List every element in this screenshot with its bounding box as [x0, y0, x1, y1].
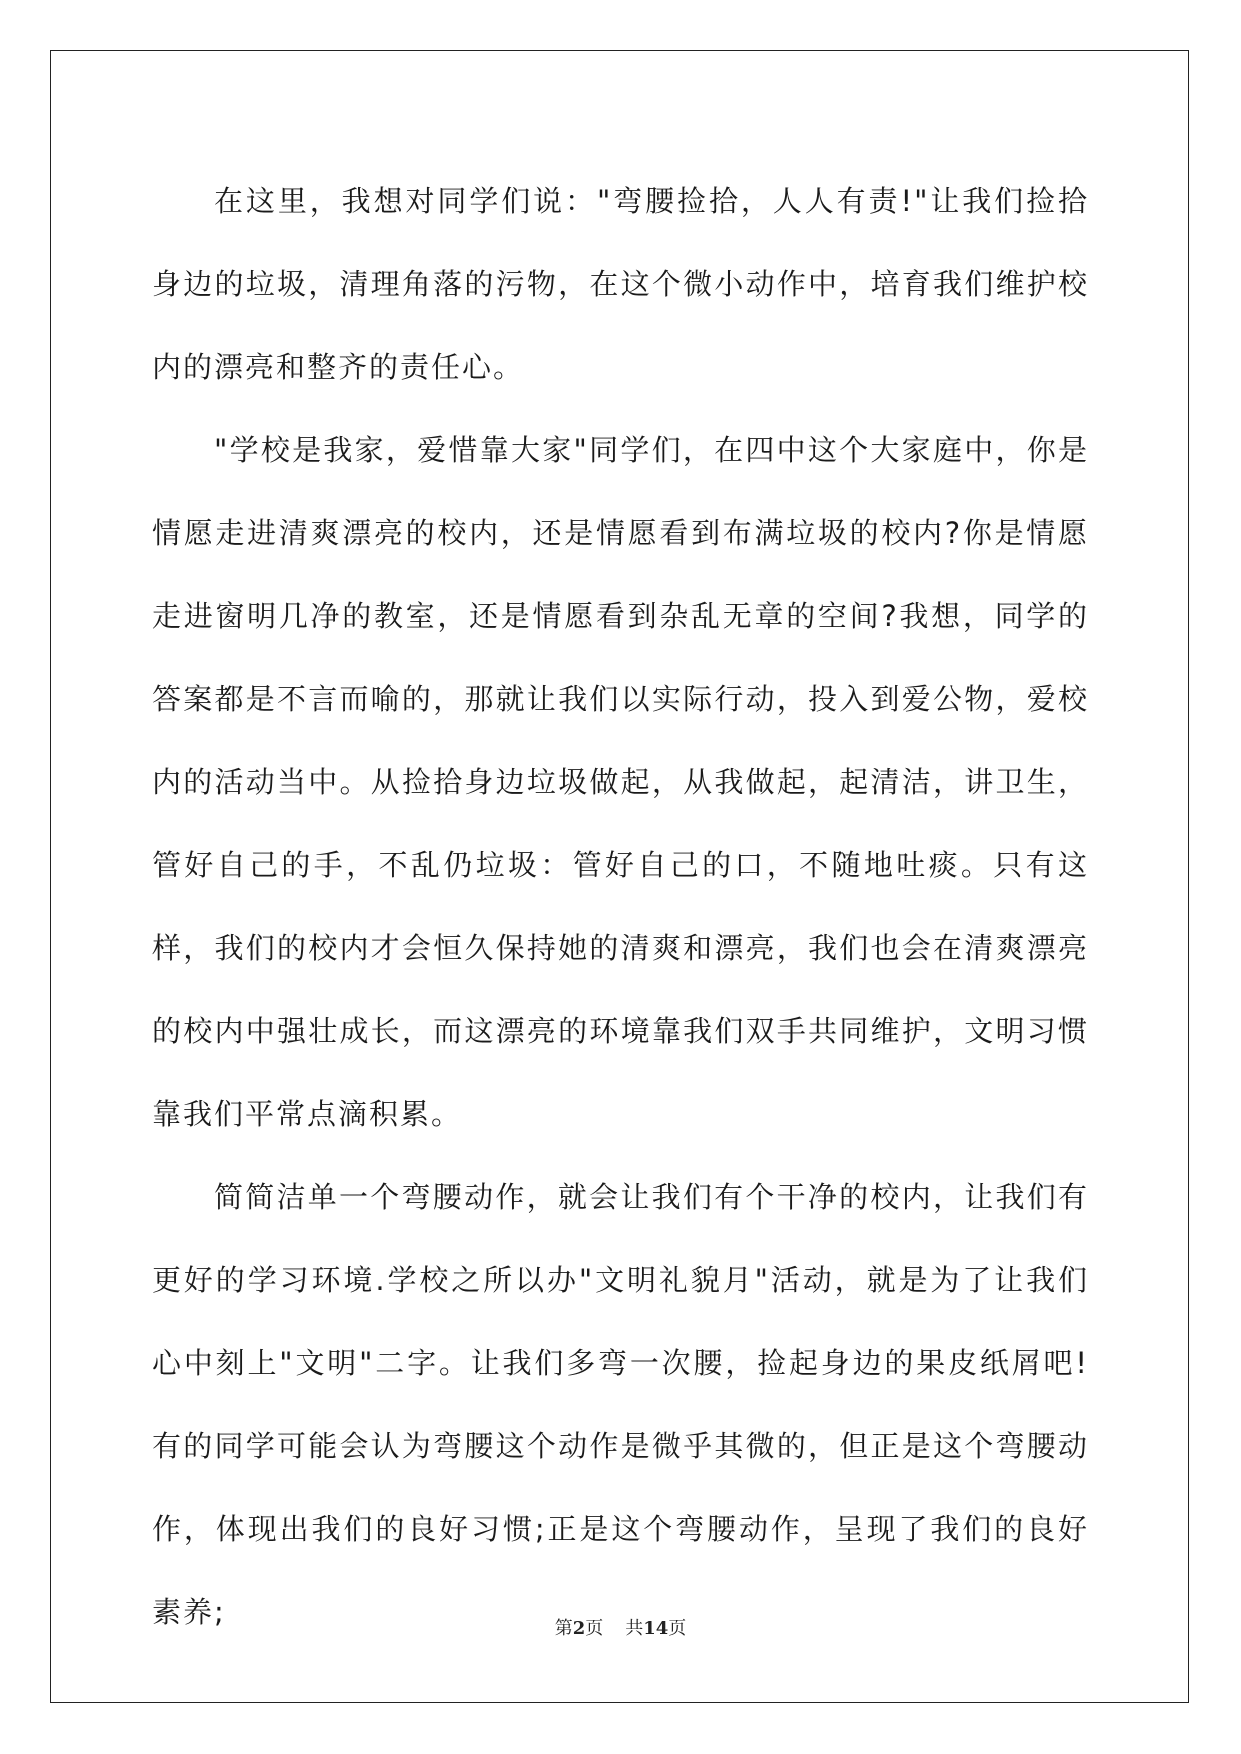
total-suffix: 页 [668, 1618, 687, 1639]
page-suffix: 页 [585, 1618, 604, 1639]
paragraph: 简简洁单一个弯腰动作，就会让我们有个干净的校内，让我们有更好的学习环境.学校之所以办"文明礼貌月"活动，就是为了让我们心中刻上"文明"二字。让我们多弯一次腰，捡起身边的果皮纸屑吧!有的同学可能会认为弯腰这个动作是微乎其微的，但正是这个弯腰动作，体现出我们的良好习惯;正是这个弯腰动作，呈现了我们的良好素养; [152, 1180, 1089, 1629]
page-footer [0, 1614, 1241, 1640]
paragraph: 在这里，我想对同学们说："弯腰捡拾，人人有责!"让我们捡拾身边的垃圾，清理角落的污物，在这个微小动作中，培育我们维护校内的漂亮和整齐的责任心。 [152, 184, 1089, 384]
total-prefix: 共 [625, 1618, 644, 1639]
current-page-number: 2 [572, 1618, 586, 1639]
page-prefix: 第 [554, 1618, 573, 1639]
document-body [152, 160, 1089, 1654]
total-page-count: 14 [643, 1618, 669, 1639]
paragraph: "学校是我家，爱惜靠大家"同学们，在四中这个大家庭中，你是情愿走进清爽漂亮的校内，还是情愿看到布满垃圾的校内?你是情愿走进窗明几净的教室，还是情愿看到杂乱无章的空间?我想，同学的答案都是不言而喻的，那就让我们以实际行动，投入到爱公物，爱校内的活动当中。从捡拾身边垃圾做起，从我做起，起清洁，讲卫生，管好自己的手，不乱仍垃圾：管好自己的口，不随地吐痰。只有这样，我们的校内才会恒久保持她的清爽和漂亮，我们也会在清爽漂亮的校内中强壮成长，而这漂亮的环境靠我们双手共同维护，文明习惯靠我们平常点滴积累。 [152, 433, 1089, 1131]
